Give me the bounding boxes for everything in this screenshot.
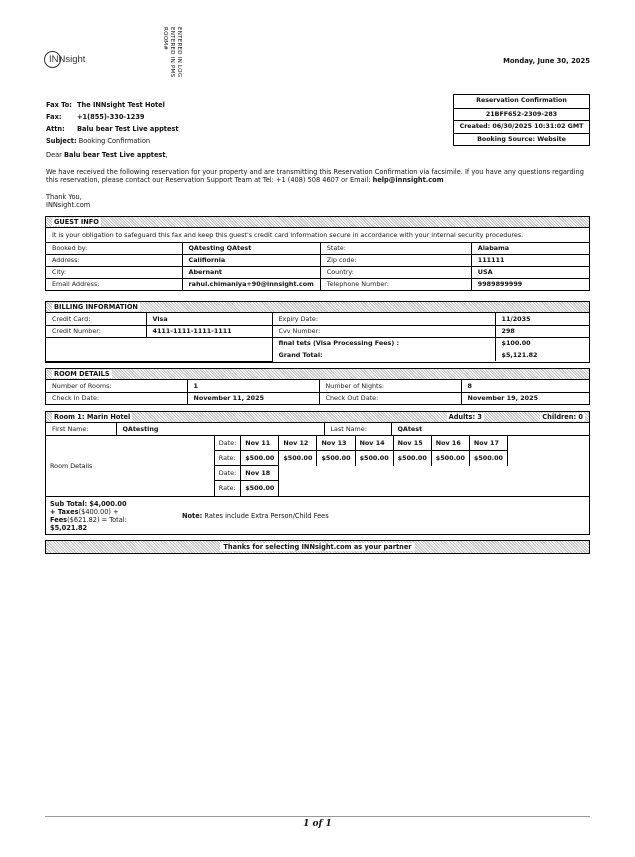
date-label: Date:: [214, 466, 240, 481]
checkout-date: November 19, 2025: [461, 392, 589, 404]
expiry: 11/2035: [495, 313, 589, 325]
fees-amount: ($621.82) = Total:: [67, 515, 127, 524]
address-label: Address:: [46, 254, 182, 266]
document-date: Monday, June 30, 2025: [503, 57, 590, 65]
card-label: Credit Card:: [46, 313, 146, 325]
fax-to: The INNsight Test Hotel: [77, 101, 165, 109]
date-cell: Nov 11: [241, 436, 279, 451]
guest-info-section: [45, 216, 590, 291]
fees-label: Fees: [50, 515, 68, 524]
guest-phone: 9989899999: [471, 278, 589, 290]
fee-amount: $100.00: [495, 337, 589, 349]
date-cell: Nov 12: [279, 436, 317, 451]
log-stamp: [160, 27, 186, 91]
date-cell: Nov 18: [241, 466, 279, 481]
letter-body: Dear Balu bear Test Live apptest, We have received the following reservation for your property and are transmitting this Reservation Confirmation via facsimile. If you have any questions regarding this reservation, please contact our Reservation Support Team at Tel: +1 (408) 508 4607 or Email: help@innsight.com Thank You, INNsight.com: [46, 151, 594, 210]
rate-cell: $500.00: [469, 451, 507, 466]
stamp-line-room: ROOM#: [162, 27, 168, 51]
date-label: Date:: [214, 436, 240, 451]
booked-by: QAtesting QAtest: [182, 242, 320, 254]
confirmation-created: Created: 06/30/2025 10:31:02 GMT: [454, 120, 589, 133]
room-details-section: [45, 368, 590, 405]
country: USA: [471, 266, 589, 278]
dear-name: Balu bear Test Live apptest: [64, 151, 166, 159]
checkin-label: Check In Date:: [46, 392, 187, 404]
innsight-logo: [44, 51, 104, 69]
rates-note: Rates include Extra Person/Child Fees: [204, 511, 329, 520]
stamp-line-log: ENTERED IN LOG: [176, 27, 182, 78]
zip-label: Zip code:: [320, 254, 471, 266]
room-1-section: [45, 411, 590, 535]
country-label: Country:: [320, 266, 471, 278]
letter-thanks: Thank You,: [46, 192, 82, 201]
rate-cell: $500.00: [241, 481, 279, 496]
letter-signoff: INNsight.com: [46, 201, 91, 210]
guest-email: rahul.chimaniya+90@innsight.com: [182, 278, 320, 290]
booked-by-label: Booked by:: [46, 242, 182, 254]
first-name-label: First Name:: [46, 423, 116, 435]
card-number: 4111-1111-1111-1111: [146, 325, 272, 337]
room-total: $5,021.82: [50, 523, 88, 532]
fax-number: +1(855)-330-1239: [77, 113, 145, 121]
attn: Balu bear Test Live apptest: [77, 125, 179, 133]
last-name: QAtest: [391, 423, 589, 435]
state: Alabama: [471, 242, 589, 254]
confirmation-title: Reservation Confirmation: [476, 97, 567, 104]
room-total-breakdown: Sub Total: $4,000.00 + Taxes($400.00) + Fees($621.82) = Total: $5,021.82: [50, 499, 127, 532]
fax-number-label: Fax:: [46, 113, 62, 121]
rooms-count: 1: [187, 380, 319, 392]
rate-cell: $500.00: [393, 451, 431, 466]
date-cell: Nov 13: [317, 436, 355, 451]
date-cell: Nov 17: [469, 436, 507, 451]
nights-label: Number of Nights:: [319, 380, 461, 392]
taxes-label: Taxes: [57, 507, 79, 516]
letter-paragraph: We have received the following reservation for your property and are transmitting this Reservation Confirmation via facsimile. If you have any questions regarding this reservation, please contact our Reservation Support Team at Tel: +1 (408) 508 4607 or Email:: [46, 167, 584, 185]
grand-total: $5,121.82: [495, 349, 589, 361]
billing-blank: [46, 337, 272, 361]
card-number-label: Credit Number:: [46, 325, 146, 337]
confirmation-number: 21BFF652-2309-283: [454, 108, 589, 121]
support-email-link[interactable]: help@innsight.com: [372, 176, 444, 185]
rate-label: Rate:: [214, 481, 240, 496]
rate-label: Rate:: [214, 451, 240, 466]
nightly-rates-table: [46, 436, 589, 496]
rate-cell: $500.00: [279, 451, 317, 466]
address: Califiornia: [182, 254, 320, 266]
page-number: 1 of 1: [303, 819, 332, 829]
expiry-label: Expiry Date:: [272, 313, 495, 325]
date-cell: Nov 16: [431, 436, 469, 451]
nights-count: 8: [461, 380, 589, 392]
guest-info-title: GUEST INFO: [54, 218, 99, 226]
checkin-date: November 11, 2025: [187, 392, 319, 404]
rate-cell: $500.00: [241, 451, 279, 466]
cvv-label: Cvv Number:: [272, 325, 495, 337]
rooms-label: Number of Rooms:: [46, 380, 187, 392]
subject: Booking Confirmation: [78, 137, 151, 145]
subject-label: Subject:: [46, 137, 77, 145]
city: Abernant: [182, 266, 320, 278]
billing-title: BILLING INFORMATION: [54, 303, 138, 311]
rate-cell: $500.00: [317, 451, 355, 466]
room-details-label: Room Details: [46, 436, 214, 496]
stamp-line-pms: ENTERED IN PMS: [169, 27, 175, 78]
card-type: Visa: [146, 313, 272, 325]
zip: 111111: [471, 254, 589, 266]
thanks-banner: [45, 540, 590, 554]
dear-label: Dear: [46, 151, 62, 159]
fee-label: final tets (Visa Processing Fees) :: [272, 337, 495, 349]
date-cell: Nov 14: [355, 436, 393, 451]
confirmation-box: [453, 94, 590, 146]
taxes-amount: ($400.00) +: [78, 507, 119, 516]
last-name-label: Last Name:: [324, 423, 391, 435]
fax-header: [46, 99, 179, 147]
attn-label: Attn:: [46, 125, 65, 133]
email-label: Email Address:: [46, 278, 182, 290]
adults-count: Adults: 3: [448, 413, 482, 421]
state-label: State:: [320, 242, 471, 254]
billing-section: [45, 301, 590, 363]
rate-cell: $500.00: [355, 451, 393, 466]
city-label: City:: [46, 266, 182, 278]
room-total-row: [46, 497, 589, 534]
rate-cell: $500.00: [431, 451, 469, 466]
fax-to-label: Fax To:: [46, 101, 72, 109]
note-label: Note:: [182, 511, 203, 520]
phone-label: Telephone Number:: [320, 278, 471, 290]
cvv: 298: [495, 325, 589, 337]
children-count: Children: 0: [542, 413, 583, 421]
logo-text: INNsight: [49, 54, 86, 65]
grand-total-label: Grand Total:: [272, 349, 495, 361]
footer-divider: [45, 816, 590, 817]
guest-notice: It is your obligation to safeguard this fax and keep this guest's credit card information secure in accordance with your internal security procedures.: [46, 228, 589, 242]
subtotal: Sub Total: $4,000.00: [50, 499, 127, 508]
thanks-text: Thanks for selecting INNsight.com as your partner: [220, 543, 414, 551]
booking-source: Booking Source: Website: [454, 133, 589, 146]
room-1-title: Room 1: Marin Hotel: [54, 413, 131, 421]
date-cell: Nov 15: [393, 436, 431, 451]
first-name: QAtesting: [116, 423, 324, 435]
room-details-title: ROOM DETAILS: [54, 370, 110, 378]
checkout-label: Check Out Date:: [319, 392, 461, 404]
